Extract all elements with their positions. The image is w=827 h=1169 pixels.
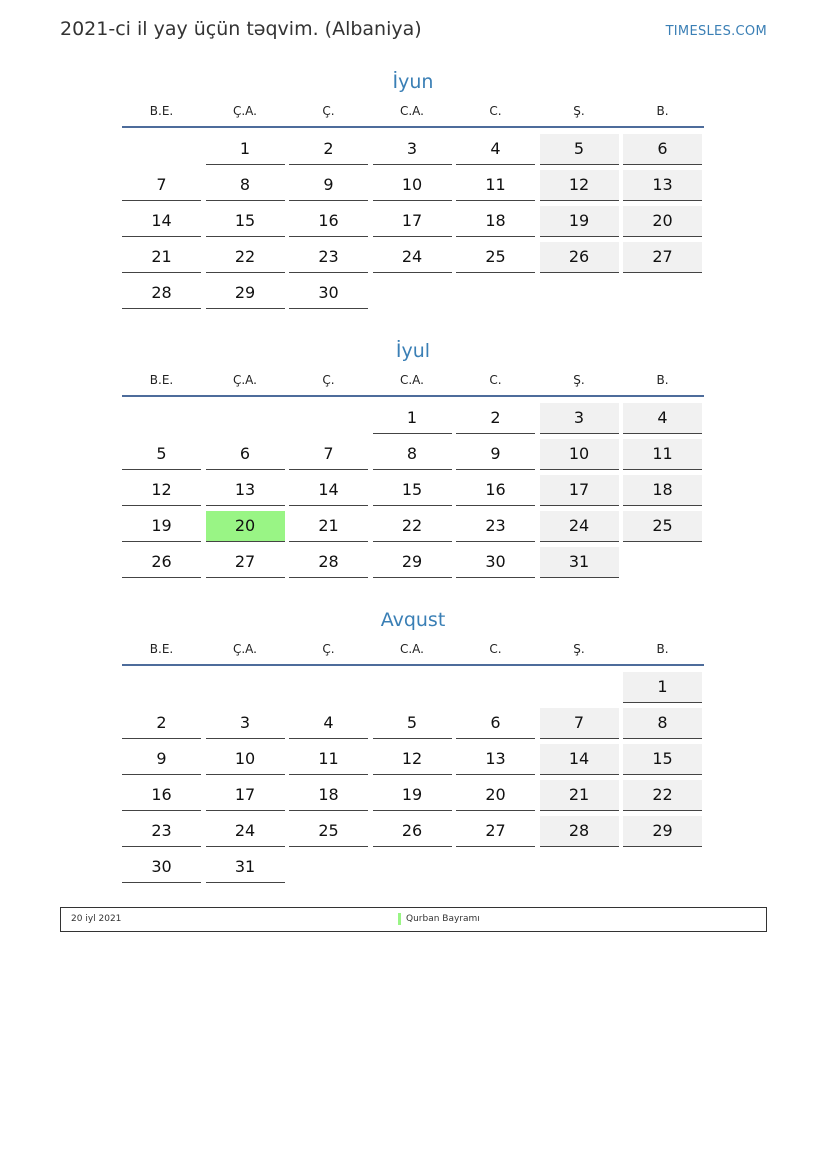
day-cell[interactable]: 20 [623, 206, 702, 237]
day-cell[interactable]: 11 [623, 439, 702, 470]
day-cell[interactable]: 30 [122, 852, 201, 883]
weekday-label: B.E. [149, 104, 174, 118]
day-cell[interactable]: 3 [540, 403, 619, 434]
weekday-label: Ş. [573, 104, 585, 118]
weekday-label: C.A. [399, 104, 424, 118]
empty-cell [122, 672, 201, 702]
weekday-label: Ç. [322, 373, 335, 387]
day-cell[interactable]: 14 [540, 744, 619, 775]
weekday-label: Ç.A. [232, 642, 257, 656]
day-cell[interactable]: 17 [373, 206, 452, 237]
weekday-label: B. [656, 373, 669, 387]
day-cell[interactable]: 7 [289, 439, 368, 470]
day-cell[interactable]: 1 [206, 134, 285, 165]
empty-cell [206, 672, 285, 702]
day-cell[interactable]: 3 [206, 708, 285, 739]
day-cell[interactable]: 26 [122, 547, 201, 578]
day-cell[interactable]: 30 [456, 547, 535, 578]
day-cell[interactable]: 16 [122, 780, 201, 811]
day-cell[interactable]: 28 [289, 547, 368, 578]
page-title: 2021-ci il yay üçün təqvim. (Albaniya) [60, 18, 422, 40]
legend-color-marker [398, 913, 401, 925]
day-cell[interactable]: 14 [122, 206, 201, 237]
day-cell[interactable]: 28 [122, 278, 201, 309]
month-name: İyun [392, 71, 434, 93]
day-cell[interactable]: 27 [456, 816, 535, 847]
weekday-label: Ş. [573, 373, 585, 387]
day-cell[interactable]: 12 [540, 170, 619, 201]
day-cell[interactable]: 29 [206, 278, 285, 309]
weekday-header [122, 640, 704, 666]
day-grid [122, 403, 704, 578]
day-cell[interactable]: 15 [206, 206, 285, 237]
day-cell[interactable]: 13 [623, 170, 702, 201]
weekday-label: Ç. [322, 104, 335, 118]
day-cell[interactable]: 17 [540, 475, 619, 506]
day-cell[interactable]: 31 [206, 852, 285, 883]
day-cell[interactable]: 17 [206, 780, 285, 811]
empty-cell [540, 672, 619, 702]
day-cell[interactable]: 29 [623, 816, 702, 847]
day-cell[interactable]: 9 [289, 170, 368, 201]
month-june [122, 68, 704, 309]
day-cell[interactable]: 9 [122, 744, 201, 775]
day-cell[interactable]: 26 [373, 816, 452, 847]
weekday-label: B.E. [149, 373, 174, 387]
day-cell[interactable]: 23 [456, 511, 535, 542]
day-grid [122, 134, 704, 309]
day-cell[interactable]: 1 [373, 403, 452, 434]
day-cell[interactable]: 10 [206, 744, 285, 775]
weekday-label: C.A. [399, 373, 424, 387]
weekday-label: C. [489, 373, 502, 387]
day-cell[interactable]: 24 [206, 816, 285, 847]
day-cell[interactable]: 22 [206, 242, 285, 273]
day-cell[interactable]: 9 [456, 439, 535, 470]
day-cell[interactable]: 25 [623, 511, 702, 542]
day-cell[interactable]: 6 [623, 134, 702, 165]
day-cell[interactable]: 18 [456, 206, 535, 237]
day-cell[interactable]: 19 [540, 206, 619, 237]
day-cell[interactable]: 27 [623, 242, 702, 273]
weekday-label: C. [489, 642, 502, 656]
day-cell[interactable]: 4 [456, 134, 535, 165]
day-cell[interactable]: 30 [289, 278, 368, 309]
weekday-label: Ç.A. [232, 104, 257, 118]
day-cell[interactable]: 14 [289, 475, 368, 506]
day-cell[interactable]: 1 [623, 672, 702, 703]
day-cell[interactable]: 26 [540, 242, 619, 273]
day-cell[interactable]: 21 [540, 780, 619, 811]
day-cell[interactable]: 22 [623, 780, 702, 811]
day-cell[interactable]: 6 [456, 708, 535, 739]
day-cell[interactable]: 23 [122, 816, 201, 847]
day-cell[interactable]: 10 [373, 170, 452, 201]
empty-cell [289, 672, 368, 702]
weekday-label: C.A. [399, 642, 424, 656]
day-cell[interactable]: 20 [456, 780, 535, 811]
empty-cell [122, 403, 201, 433]
day-cell[interactable]: 16 [456, 475, 535, 506]
day-cell[interactable]: 5 [540, 134, 619, 165]
weekday-header [122, 102, 704, 128]
month-august [122, 606, 704, 883]
day-cell[interactable]: 13 [206, 475, 285, 506]
day-cell[interactable]: 15 [373, 475, 452, 506]
day-cell[interactable]: 2 [122, 708, 201, 739]
day-cell[interactable]: 24 [540, 511, 619, 542]
day-cell[interactable]: 21 [289, 511, 368, 542]
day-cell[interactable]: 5 [373, 708, 452, 739]
day-cell[interactable]: 31 [540, 547, 619, 578]
empty-cell [122, 134, 201, 164]
month-name: Avqust [380, 609, 446, 631]
weekday-label: Ç. [322, 642, 335, 656]
day-cell[interactable]: 2 [456, 403, 535, 434]
day-cell[interactable]: 18 [623, 475, 702, 506]
day-cell[interactable]: 11 [289, 744, 368, 775]
weekday-label: Ç.A. [232, 373, 257, 387]
day-cell[interactable]: 8 [373, 439, 452, 470]
holiday-legend [60, 907, 767, 932]
day-cell[interactable]: 25 [456, 242, 535, 273]
day-cell[interactable]: 10 [540, 439, 619, 470]
day-cell[interactable]: 12 [122, 475, 201, 506]
weekday-label: B.E. [149, 642, 174, 656]
legend-date: 20 iyl 2021 [71, 914, 122, 924]
day-cell[interactable]: 19 [122, 511, 201, 542]
day-cell[interactable]: 6 [206, 439, 285, 470]
day-cell[interactable]: 7 [540, 708, 619, 739]
weekday-label: C. [489, 104, 502, 118]
month-july [122, 337, 704, 578]
day-cell[interactable]: 8 [206, 170, 285, 201]
day-cell[interactable]: 4 [289, 708, 368, 739]
day-cell[interactable]: 23 [289, 242, 368, 273]
day-cell[interactable]: 15 [623, 744, 702, 775]
day-cell[interactable]: 13 [456, 744, 535, 775]
day-cell[interactable]: 3 [373, 134, 452, 165]
day-cell[interactable]: 5 [122, 439, 201, 470]
weekday-header [122, 371, 704, 397]
weekday-label: B. [656, 642, 669, 656]
month-name: İyul [395, 340, 431, 362]
legend-holiday-name: Qurban Bayramı [406, 914, 480, 924]
day-cell[interactable]: 27 [206, 547, 285, 578]
day-cell[interactable]: 7 [122, 170, 201, 201]
day-cell[interactable]: 28 [540, 816, 619, 847]
holiday-day-cell[interactable]: 20 [206, 511, 285, 542]
empty-cell [289, 403, 368, 433]
day-cell[interactable]: 21 [122, 242, 201, 273]
day-cell[interactable]: 2 [289, 134, 368, 165]
day-cell[interactable]: 25 [289, 816, 368, 847]
day-cell[interactable]: 22 [373, 511, 452, 542]
day-cell[interactable]: 16 [289, 206, 368, 237]
day-cell[interactable]: 19 [373, 780, 452, 811]
day-cell[interactable]: 24 [373, 242, 452, 273]
day-cell[interactable]: 4 [623, 403, 702, 434]
day-grid [122, 672, 704, 883]
day-cell[interactable]: 18 [289, 780, 368, 811]
day-cell[interactable]: 11 [456, 170, 535, 201]
site-link[interactable]: TIMESLES.COM [665, 24, 767, 39]
empty-cell [456, 672, 535, 702]
day-cell[interactable]: 8 [623, 708, 702, 739]
weekday-label: Ş. [573, 642, 585, 656]
empty-cell [206, 403, 285, 433]
weekday-label: B. [656, 104, 669, 118]
day-cell[interactable]: 29 [373, 547, 452, 578]
day-cell[interactable]: 12 [373, 744, 452, 775]
empty-cell [373, 672, 452, 702]
